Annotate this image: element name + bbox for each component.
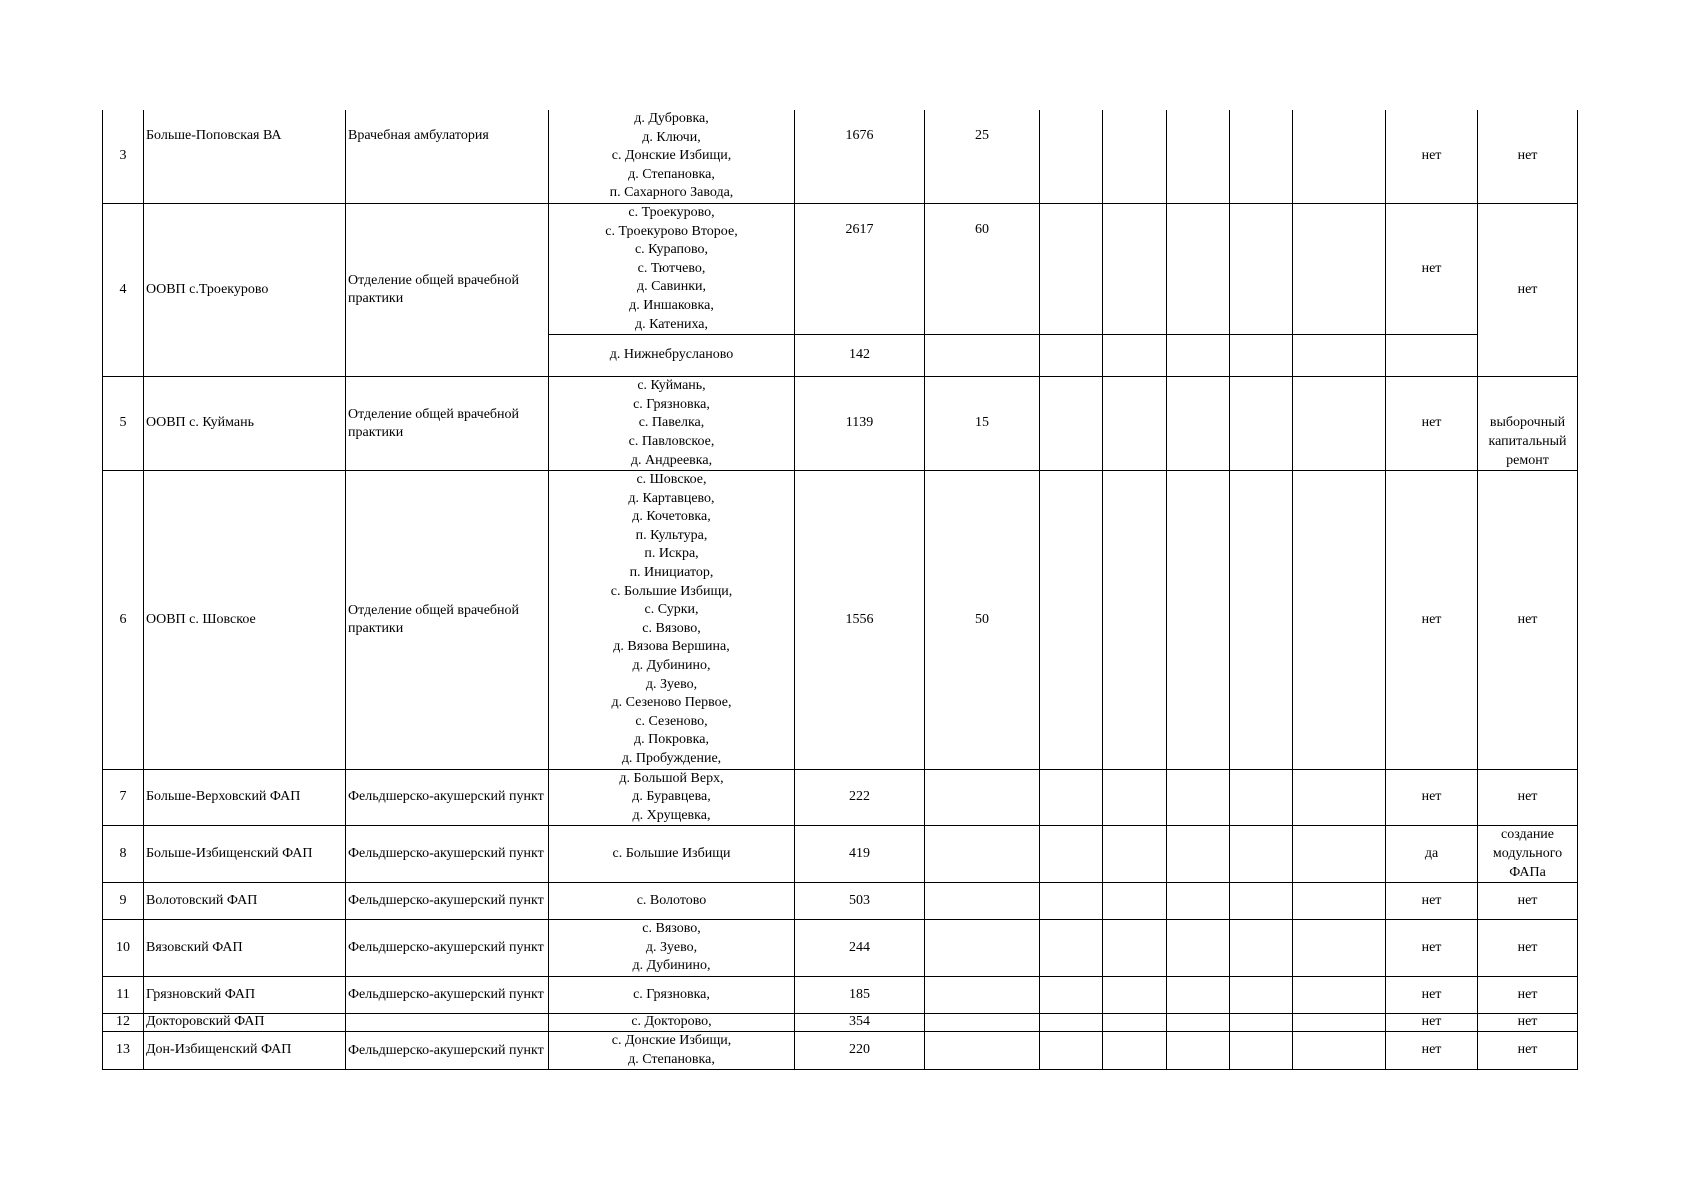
settlements: с. Вязово, д. Зуево, д. Дубинино, xyxy=(549,920,795,977)
capacity xyxy=(925,976,1040,1013)
facility-type: Фельдшерско-акушерский пункт xyxy=(346,1031,549,1069)
population: 419 xyxy=(795,826,925,883)
empty-cell xyxy=(1293,335,1386,377)
empty-cell xyxy=(1103,335,1167,377)
empty-cell xyxy=(1103,826,1167,883)
table-row xyxy=(103,976,1578,1013)
table-row xyxy=(103,1013,1578,1031)
row-number: 12 xyxy=(103,1013,144,1031)
population: 220 xyxy=(795,1031,925,1069)
settlements: с. Донские Избищи, д. Степановка, xyxy=(549,1031,795,1069)
facility-type: Фельдшерско-акушерский пункт xyxy=(346,769,549,826)
empty-cell xyxy=(1230,826,1293,883)
facility-name: ООВП с. Шовское xyxy=(144,471,346,770)
facility-name: Больше-Поповская ВА xyxy=(144,110,346,203)
population: 354 xyxy=(795,1013,925,1031)
empty-cell xyxy=(1230,471,1293,770)
plan-note: создание модульного ФАПа xyxy=(1478,826,1578,883)
empty-cell xyxy=(1293,883,1386,920)
facility-type: Фельдшерско-акушерский пункт xyxy=(346,920,549,977)
empty-cell xyxy=(1040,920,1103,977)
row-number: 6 xyxy=(103,471,144,770)
row-number: 10 xyxy=(103,920,144,977)
facility-type: Отделение общей врачебной практики xyxy=(346,377,549,471)
population: 1676 xyxy=(795,110,925,203)
empty-cell xyxy=(1103,377,1167,471)
empty-cell xyxy=(1167,377,1230,471)
facility-name: ООВП с.Троекурово xyxy=(144,203,346,376)
empty-cell xyxy=(1230,769,1293,826)
plan-note: нет xyxy=(1478,110,1578,203)
facility-type: Фельдшерско-акушерский пункт xyxy=(346,976,549,1013)
population: 1139 xyxy=(795,377,925,471)
settlements: д. Дубровка, д. Ключи, с. Донские Избищи, д. Степановка, п. Сахарного Завода, xyxy=(549,110,795,203)
settlements: д. Нижнебрусланово xyxy=(549,335,795,377)
table-row xyxy=(103,769,1578,826)
population: 185 xyxy=(795,976,925,1013)
empty-cell xyxy=(1167,826,1230,883)
need-flag: нет xyxy=(1386,769,1478,826)
empty-cell xyxy=(1293,920,1386,977)
empty-cell xyxy=(1040,826,1103,883)
settlements: д. Большой Верх, д. Буравцева, д. Хрущевка, xyxy=(549,769,795,826)
empty-cell xyxy=(1040,883,1103,920)
empty-cell xyxy=(1293,976,1386,1013)
empty-cell xyxy=(1230,377,1293,471)
population: 1556 xyxy=(795,471,925,770)
empty-cell xyxy=(1103,920,1167,977)
facility-name: Вязовский ФАП xyxy=(144,920,346,977)
facility-type: Фельдшерско-акушерский пункт xyxy=(346,826,549,883)
empty-cell xyxy=(1167,976,1230,1013)
table-row xyxy=(103,377,1578,471)
empty-cell xyxy=(1167,769,1230,826)
need-flag: нет xyxy=(1386,976,1478,1013)
table-row xyxy=(103,203,1578,334)
population: 222 xyxy=(795,769,925,826)
settlements: с. Докторово, xyxy=(549,1013,795,1031)
empty-cell xyxy=(1103,1013,1167,1031)
plan-note: нет xyxy=(1478,769,1578,826)
empty-cell xyxy=(1293,826,1386,883)
facility-type: Фельдшерско-акушерский пункт xyxy=(346,883,549,920)
plan-note: выборочный капитальный ремонт xyxy=(1478,377,1578,471)
plan-note: нет xyxy=(1478,471,1578,770)
need-flag: нет xyxy=(1386,110,1478,203)
table-row xyxy=(103,1031,1578,1069)
need-flag xyxy=(1386,335,1478,377)
capacity: 50 xyxy=(925,471,1040,770)
empty-cell xyxy=(1040,471,1103,770)
need-flag: нет xyxy=(1386,377,1478,471)
facility-name: Волотовский ФАП xyxy=(144,883,346,920)
population: 503 xyxy=(795,883,925,920)
empty-cell xyxy=(1167,1031,1230,1069)
empty-cell xyxy=(1040,1031,1103,1069)
plan-note: нет xyxy=(1478,976,1578,1013)
capacity: 25 xyxy=(925,110,1040,203)
empty-cell xyxy=(1230,203,1293,334)
empty-cell xyxy=(1167,471,1230,770)
capacity xyxy=(925,920,1040,977)
need-flag: нет xyxy=(1386,471,1478,770)
empty-cell xyxy=(1040,377,1103,471)
empty-cell xyxy=(1040,203,1103,334)
empty-cell xyxy=(1293,1013,1386,1031)
row-number: 13 xyxy=(103,1031,144,1069)
row-number: 5 xyxy=(103,377,144,471)
population: 2617 xyxy=(795,203,925,334)
table-row xyxy=(103,826,1578,883)
capacity xyxy=(925,1031,1040,1069)
facility-type: Отделение общей врачебной практики xyxy=(346,471,549,770)
plan-note: нет xyxy=(1478,203,1578,376)
empty-cell xyxy=(1103,769,1167,826)
facility-type: Отделение общей врачебной практики xyxy=(346,203,549,376)
empty-cell xyxy=(1040,1013,1103,1031)
row-number: 9 xyxy=(103,883,144,920)
table-body xyxy=(103,110,1578,1070)
empty-cell xyxy=(1103,110,1167,203)
capacity xyxy=(925,1013,1040,1031)
empty-cell xyxy=(1167,335,1230,377)
empty-cell xyxy=(1040,976,1103,1013)
empty-cell xyxy=(925,335,1040,377)
need-flag: нет xyxy=(1386,203,1478,334)
need-flag: да xyxy=(1386,826,1478,883)
empty-cell xyxy=(1040,769,1103,826)
need-flag: нет xyxy=(1386,1013,1478,1031)
table-row xyxy=(103,471,1578,770)
settlements: с. Большие Избищи xyxy=(549,826,795,883)
facility-type: Врачебная амбулатория xyxy=(346,110,549,203)
empty-cell xyxy=(1103,471,1167,770)
empty-cell xyxy=(1230,335,1293,377)
settlements: с. Грязновка, xyxy=(549,976,795,1013)
facility-name: ООВП с. Куймань xyxy=(144,377,346,471)
empty-cell xyxy=(1167,883,1230,920)
empty-cell xyxy=(1230,976,1293,1013)
plan-note: нет xyxy=(1478,1013,1578,1031)
plan-note: нет xyxy=(1478,1031,1578,1069)
capacity xyxy=(925,769,1040,826)
facility-name: Больше-Верховский ФАП xyxy=(144,769,346,826)
empty-cell xyxy=(1167,1013,1230,1031)
empty-cell xyxy=(1040,335,1103,377)
need-flag: нет xyxy=(1386,920,1478,977)
empty-cell xyxy=(1293,377,1386,471)
facility-name: Дон-Избищенский ФАП xyxy=(144,1031,346,1069)
facilities-table xyxy=(102,110,1578,1070)
need-flag: нет xyxy=(1386,1031,1478,1069)
facility-type xyxy=(346,1013,549,1031)
empty-cell xyxy=(1230,1031,1293,1069)
table-row xyxy=(103,920,1578,977)
empty-cell xyxy=(1230,1013,1293,1031)
plan-note: нет xyxy=(1478,883,1578,920)
plan-note: нет xyxy=(1478,920,1578,977)
empty-cell xyxy=(1230,110,1293,203)
empty-cell xyxy=(1293,1031,1386,1069)
empty-cell xyxy=(1230,920,1293,977)
capacity: 60 xyxy=(925,203,1040,334)
empty-cell xyxy=(1167,110,1230,203)
empty-cell xyxy=(1167,203,1230,334)
empty-cell xyxy=(1103,203,1167,334)
row-number: 7 xyxy=(103,769,144,826)
facility-name: Докторовский ФАП xyxy=(144,1013,346,1031)
empty-cell xyxy=(1040,110,1103,203)
capacity xyxy=(925,883,1040,920)
row-number: 8 xyxy=(103,826,144,883)
empty-cell xyxy=(1230,883,1293,920)
settlements: с. Шовское, д. Картавцево, д. Кочетовка, п. Культура, п. Искра, п. Инициатор, с. Большие Избищи, с. Сурки, с. Вязово, д. Вязова Вершина, д. Дубинино, д. Зуево, д. Сезеново Первое, с. Сезеново, д. Покровка, д. Пробуждение, xyxy=(549,471,795,770)
population: 244 xyxy=(795,920,925,977)
settlements: с. Троекурово, с. Троекурово Второе, с. Курапово, с. Тютчево, д. Савинки, д. Иншаковка, д. Катениха, xyxy=(549,203,795,334)
empty-cell xyxy=(1103,883,1167,920)
empty-cell xyxy=(1293,110,1386,203)
facility-name: Грязновский ФАП xyxy=(144,976,346,1013)
settlements: с. Куймань, с. Грязновка, с. Павелка, с. Павловское, д. Андреевка, xyxy=(549,377,795,471)
empty-cell xyxy=(1103,976,1167,1013)
row-number: 11 xyxy=(103,976,144,1013)
settlements: с. Волотово xyxy=(549,883,795,920)
capacity xyxy=(925,826,1040,883)
facility-name: Больше-Избищенский ФАП xyxy=(144,826,346,883)
capacity: 15 xyxy=(925,377,1040,471)
empty-cell xyxy=(1293,471,1386,770)
table-row xyxy=(103,110,1578,203)
empty-cell xyxy=(1103,1031,1167,1069)
row-number: 3 xyxy=(103,110,144,203)
population: 142 xyxy=(795,335,925,377)
need-flag: нет xyxy=(1386,883,1478,920)
table-row xyxy=(103,883,1578,920)
row-number: 4 xyxy=(103,203,144,376)
empty-cell xyxy=(1293,203,1386,334)
empty-cell xyxy=(1293,769,1386,826)
empty-cell xyxy=(1167,920,1230,977)
